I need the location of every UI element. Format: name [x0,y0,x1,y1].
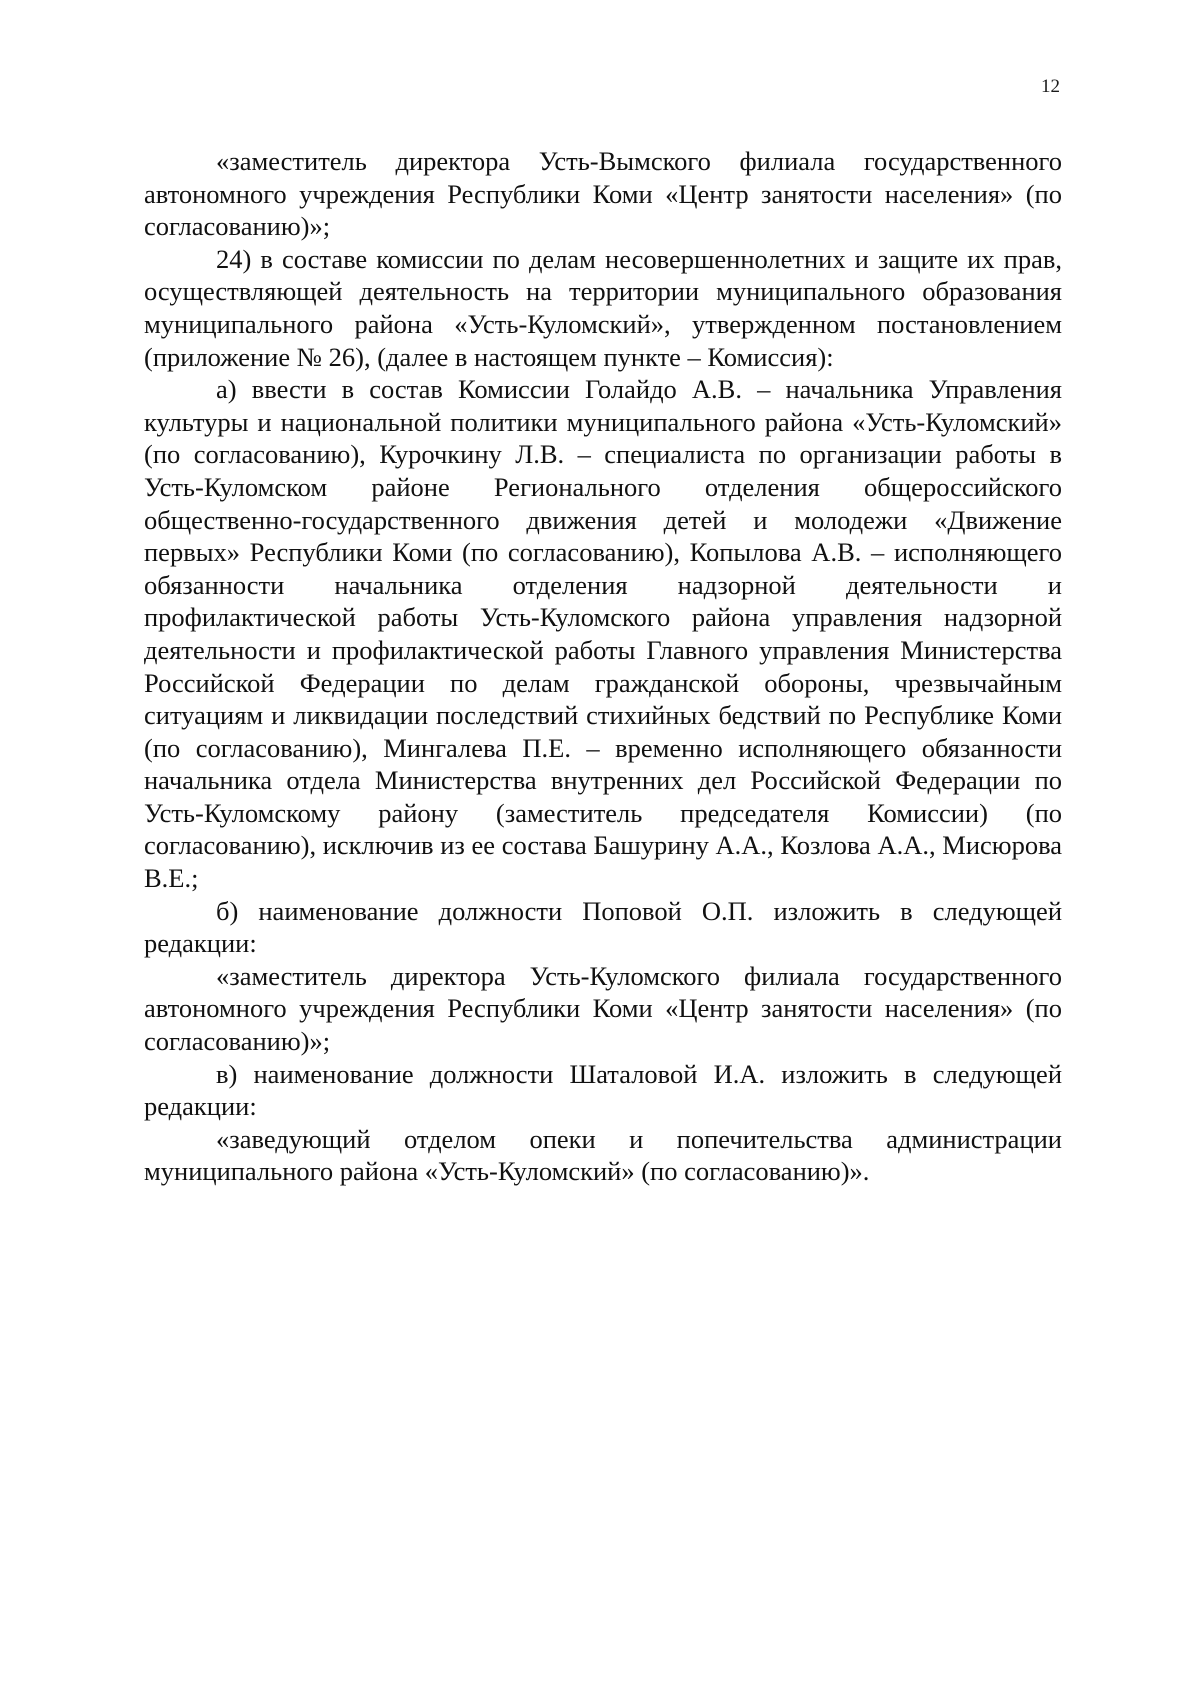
paragraph-subitem-b: б) наименование должности Поповой О.П. изложить в следующей редакции: [144,895,1062,959]
paragraph-quote-ust-vym: «заместитель директора Усть-Вымского филиала государственного автономного учреждения Республики Коми «Центр занятости населения» (по согласованию)»; [144,146,1062,242]
page-number: 12 [1041,76,1060,97]
document-body [144,145,1062,1188]
paragraph-subitem-a: а) ввести в состав Комиссии Голайдо А.В. – начальника Управления культуры и национальной политики муниципального района «Усть-Куломский» (по согласованию), Курочкину Л.В. – специалиста по организации работы в Усть-Куломском районе Регионального отделения общероссийского общественно-государственного движения детей и молодежи «Движение первых» Республики Коми (по согласованию), Копылова А.В. – исполняющего обязанности начальника отделения надзорной деятельности и профилактической работы Усть-Куломского района управления надзорной деятельности и профилактической работы Главного управления Министерства Российской Федерации по делам гражданской обороны, чрезвычайным ситуациям и ликвидации последствий стихийных бедствий по Республике Коми (по согласованию), Мингалева П.Е. – временно исполняющего обязанности начальника отдела Министерства внутренних дел Российской Федерации по Усть-Куломскому району (заместитель председателя Комиссии) (по согласованию), исключив из ее состава Башурину А.А., Козлова А.А., Мисюрова В.Е.; [144,374,1062,894]
paragraph-quote-guardianship: «заведующий отделом опеки и попечительства администрации муниципального района «Усть-Куломский» (по согласованию)». [144,1123,1062,1187]
paragraph-subitem-v: в) наименование должности Шаталовой И.А. изложить в следующей редакции: [144,1058,1062,1122]
paragraph-quote-ust-kulom: «заместитель директора Усть-Куломского филиала государственного автономного учреждения Республики Коми «Центр занятости населения» (по согласованию)»; [144,960,1062,1057]
paragraph-item-24: 24) в составе комиссии по делам несовершеннолетних и защите их прав, осуществляющей деятельность на территории муниципального образования муниципального района «Усть-Куломский», утвержденном постановлением (приложение № 26), (далее в настоящем пункте – Комиссия): [144,243,1062,372]
